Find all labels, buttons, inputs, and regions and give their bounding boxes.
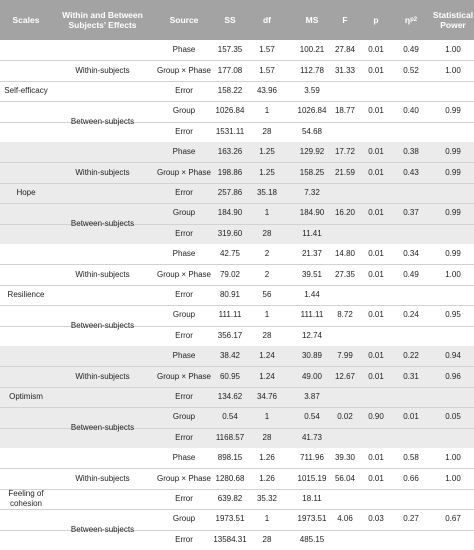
cell-eta: 0.66: [403, 473, 419, 483]
cell-p: 0.01: [368, 453, 384, 463]
cell-f: 16.20: [334, 208, 356, 218]
cell-f: 14.80: [334, 249, 356, 259]
effect-within-label: Within-subjects: [75, 371, 130, 381]
cell-df: 28: [262, 330, 272, 340]
cell-df: 1: [264, 412, 270, 422]
cell-power: 0.99: [445, 106, 461, 116]
cell-source: Group: [172, 514, 196, 524]
cell-eta: 0.31: [403, 371, 419, 381]
cell-power: 0.99: [445, 147, 461, 157]
cell-f: 27.84: [334, 45, 356, 55]
cell-p: 0.01: [368, 147, 384, 157]
cell-ms: 1015.19: [297, 473, 327, 483]
cell-f: 0.02: [337, 412, 353, 422]
cell-ms: 1.44: [304, 290, 320, 299]
cell-ms: 11.41: [302, 228, 322, 238]
header-eta-sup: 2: [413, 17, 418, 23]
header-power: [432, 0, 474, 40]
cell-source: Group: [172, 208, 196, 218]
row-divider: [0, 305, 474, 306]
row-divider: [0, 489, 474, 490]
cell-ss: 13584.31: [213, 534, 247, 544]
cell-source: Error: [175, 188, 193, 197]
cell-power: 0.99: [445, 208, 461, 218]
row-divider: [0, 387, 474, 388]
cell-df: 35.18: [256, 188, 278, 197]
cell-source: Group × Phase: [156, 167, 212, 177]
cell-eta: 0.43: [403, 167, 419, 177]
cell-source: Phase: [172, 453, 196, 463]
cell-ss: 42.75: [219, 249, 241, 259]
cell-p: 0.01: [368, 473, 384, 483]
cell-ms: 12.74: [301, 330, 323, 340]
cell-power: 1.00: [445, 269, 461, 279]
cell-source: Group × Phase: [156, 269, 212, 279]
cell-p: 0.01: [368, 351, 384, 361]
cell-p: 0.01: [368, 371, 384, 381]
cell-ss: 257.86: [217, 188, 243, 197]
cell-p: 0.03: [368, 514, 384, 524]
cell-ss: 356.17: [217, 330, 243, 340]
cell-ms: 129.92: [299, 147, 325, 157]
cell-ms: 39.51: [301, 269, 323, 279]
cell-ms: 54.68: [301, 126, 323, 136]
cell-power: 1.00: [445, 45, 461, 55]
cell-eta: 0.52: [403, 65, 419, 75]
cell-source: Error: [175, 290, 193, 299]
cell-power: 0.67: [445, 514, 461, 524]
cell-power: 0.95: [445, 310, 461, 320]
scale-label: Optimism: [9, 392, 43, 401]
cell-ss: 319.60: [217, 228, 243, 238]
cell-eta: 0.34: [403, 249, 419, 259]
cell-source: Error: [175, 126, 193, 136]
scale-label: Self-efficacy: [4, 86, 48, 95]
cell-ss: 0.54: [222, 412, 238, 422]
cell-f: 18.77: [334, 106, 356, 116]
cell-source: Group: [172, 310, 196, 320]
cell-f: 7.99: [337, 351, 353, 361]
cell-ms: 112.78: [300, 65, 324, 75]
cell-ss: 184.90: [217, 208, 243, 218]
cell-power: 1.00: [445, 453, 461, 463]
cell-f: 31.33: [334, 65, 356, 75]
cell-df: 56: [262, 290, 272, 299]
effect-within-label: Within-subjects: [75, 473, 130, 483]
cell-ss: 177.08: [217, 65, 243, 75]
cell-source: Error: [175, 86, 193, 95]
header-effects: [55, 0, 150, 40]
cell-power: 0.99: [445, 167, 461, 177]
cell-df: 1.24: [259, 351, 275, 361]
cell-df: 43.96: [256, 86, 278, 95]
cell-eta: 0.01: [403, 412, 419, 422]
row-divider: [0, 366, 474, 367]
cell-eta: 0.27: [403, 514, 419, 524]
cell-df: 1: [264, 310, 270, 320]
cell-df: 34.76: [256, 392, 278, 401]
header-effects-line1: Within and Between: [62, 10, 143, 20]
cell-p: 0.01: [368, 167, 384, 177]
cell-ms: 111.11: [300, 310, 324, 320]
cell-eta: 0.24: [403, 310, 419, 320]
cell-ss: 639.82: [217, 494, 243, 503]
row-divider: [0, 101, 474, 102]
cell-eta: 0.49: [403, 45, 419, 55]
header-source: Source: [169, 15, 199, 25]
cell-df: 35.32: [256, 494, 278, 503]
cell-source: Group × Phase: [156, 65, 212, 75]
cell-ms: 30.89: [301, 351, 323, 361]
cell-ms: 1026.84: [297, 106, 327, 116]
cell-f: 21.59: [334, 167, 356, 177]
cell-source: Error: [175, 392, 193, 401]
cell-ms: 3.87: [304, 392, 320, 401]
cell-ms: 3.59: [304, 86, 320, 95]
cell-p: 0.01: [368, 106, 384, 116]
cell-ms: 100.21: [299, 45, 325, 55]
cell-df: 1.24: [259, 371, 275, 381]
cell-ss: 198.86: [217, 167, 243, 177]
cell-f: 17.72: [334, 147, 356, 157]
cell-source: Group: [172, 106, 196, 116]
row-divider: [0, 285, 474, 286]
cell-source: Error: [175, 228, 193, 238]
cell-source: Group: [172, 412, 196, 422]
cell-p: 0.01: [368, 208, 384, 218]
cell-ss: 898.15: [217, 453, 243, 463]
cell-ss: 80.91: [219, 290, 241, 299]
scale-label: Feeling of cohesion: [8, 489, 44, 508]
header-effects-line2: Subjects’ Effects: [68, 20, 137, 30]
header-eta-symbol: η: [404, 15, 411, 25]
cell-p: 0.01: [368, 45, 384, 55]
cell-df: 28: [262, 534, 272, 544]
effect-between-label: Between-subjects: [70, 116, 135, 126]
cell-df: 2: [264, 249, 270, 259]
cell-p: 0.90: [368, 412, 384, 422]
scale-label: Resilience: [7, 290, 45, 299]
cell-eta: 0.49: [403, 269, 419, 279]
cell-ms: 18.11: [302, 494, 322, 503]
cell-ms: 41.73: [301, 432, 323, 442]
cell-df: 28: [262, 228, 272, 238]
effect-between-label: Between-subjects: [70, 422, 135, 432]
effect-within-label: Within-subjects: [75, 269, 130, 279]
cell-eta: 0.58: [403, 453, 419, 463]
cell-ms: 158.25: [299, 167, 325, 177]
header-ss: SS: [224, 15, 236, 25]
cell-source: Error: [175, 494, 193, 503]
cell-df: 1.25: [259, 147, 275, 157]
cell-source: Phase: [172, 147, 196, 157]
cell-power: 1.00: [445, 65, 461, 75]
header-f: F: [342, 15, 348, 25]
cell-df: 1.26: [259, 473, 275, 483]
cell-ss: 38.42: [219, 351, 241, 361]
row-divider: [0, 468, 474, 469]
cell-p: 0.01: [368, 65, 384, 75]
cell-ms: 0.54: [304, 412, 320, 422]
cell-eta: 0.22: [403, 351, 419, 361]
cell-ms: 184.90: [299, 208, 325, 218]
cell-source: Group × Phase: [156, 371, 212, 381]
cell-ms: 711.96: [300, 453, 324, 463]
cell-df: 1: [264, 514, 270, 524]
cell-ss: 157.35: [217, 45, 243, 55]
cell-source: Phase: [172, 351, 196, 361]
cell-source: Phase: [172, 45, 196, 55]
cell-power: 1.00: [445, 473, 461, 483]
cell-p: 0.01: [368, 269, 384, 279]
cell-source: Phase: [172, 249, 196, 259]
effect-between-label: Between-subjects: [70, 218, 135, 228]
cell-source: Error: [175, 534, 193, 544]
cell-ss: 1280.68: [215, 473, 245, 483]
cell-eta: 0.37: [403, 208, 419, 218]
cell-ms: 485.15: [299, 534, 325, 544]
cell-p: 0.01: [368, 249, 384, 259]
cell-eta: 0.40: [403, 106, 419, 116]
header-ms: MS: [305, 15, 319, 25]
cell-power: 0.99: [445, 249, 461, 259]
row-divider: [0, 203, 474, 204]
cell-power: 0.94: [445, 351, 461, 361]
cell-source: Group × Phase: [156, 473, 212, 483]
row-divider: [0, 183, 474, 184]
cell-source: Error: [175, 432, 193, 442]
table-header: [0, 0, 474, 40]
header-eta: [396, 0, 426, 40]
header-power-line2: Power: [440, 20, 466, 30]
row-divider: [0, 407, 474, 408]
cell-f: 27.35: [334, 269, 356, 279]
cell-f: 39.30: [334, 453, 356, 463]
header-power-line1: Statistical: [432, 10, 474, 20]
cell-ms: 1973.51: [297, 514, 327, 524]
cell-ms: 7.32: [304, 188, 320, 197]
cell-ss: 111.11: [218, 310, 242, 320]
cell-ss: 1531.11: [215, 126, 245, 136]
header-eta-sub: p: [410, 17, 414, 23]
header-scales: Scales: [12, 15, 40, 25]
cell-df: 1.26: [259, 453, 275, 463]
cell-ms: 49.00: [301, 371, 323, 381]
row-divider: [0, 162, 474, 163]
cell-ss: 134.62: [217, 392, 243, 401]
cell-source: Error: [175, 330, 193, 340]
header-df: df: [262, 15, 272, 25]
cell-ss: 79.02: [219, 269, 241, 279]
cell-df: 2: [264, 269, 270, 279]
cell-p: 0.01: [368, 310, 384, 320]
cell-df: 1.57: [259, 65, 275, 75]
cell-ss: 60.95: [219, 371, 241, 381]
cell-df: 28: [262, 126, 272, 136]
cell-f: 4.06: [337, 514, 353, 524]
cell-f: 8.72: [337, 310, 353, 320]
cell-df: 1.57: [259, 45, 275, 55]
cell-ss: 158.22: [217, 86, 243, 95]
row-divider: [0, 264, 474, 265]
cell-ss: 1168.57: [215, 432, 245, 442]
cell-f: 56.04: [334, 473, 356, 483]
cell-eta: 0.38: [403, 147, 419, 157]
row-divider: [0, 60, 474, 61]
cell-ms: 21.37: [301, 249, 323, 259]
scale-label: Hope: [16, 188, 36, 197]
cell-ss: 1026.84: [215, 106, 245, 116]
cell-df: 1: [264, 208, 270, 218]
cell-power: 0.96: [445, 371, 461, 381]
cell-f: 12.67: [334, 371, 356, 381]
cell-power: 0.05: [445, 412, 461, 422]
cell-ss: 1973.51: [215, 514, 245, 524]
row-divider: [0, 509, 474, 510]
row-divider: [0, 81, 474, 82]
effect-between-label: Between-subjects: [70, 320, 135, 330]
effect-within-label: Within-subjects: [75, 167, 130, 177]
cell-df: 28: [262, 432, 272, 442]
header-p: p: [373, 15, 379, 25]
cell-ss: 163.26: [217, 147, 243, 157]
cell-df: 1: [264, 106, 270, 116]
cell-df: 1.25: [259, 167, 275, 177]
effect-between-label: Between-subjects: [70, 524, 135, 534]
effect-within-label: Within-subjects: [75, 65, 130, 75]
